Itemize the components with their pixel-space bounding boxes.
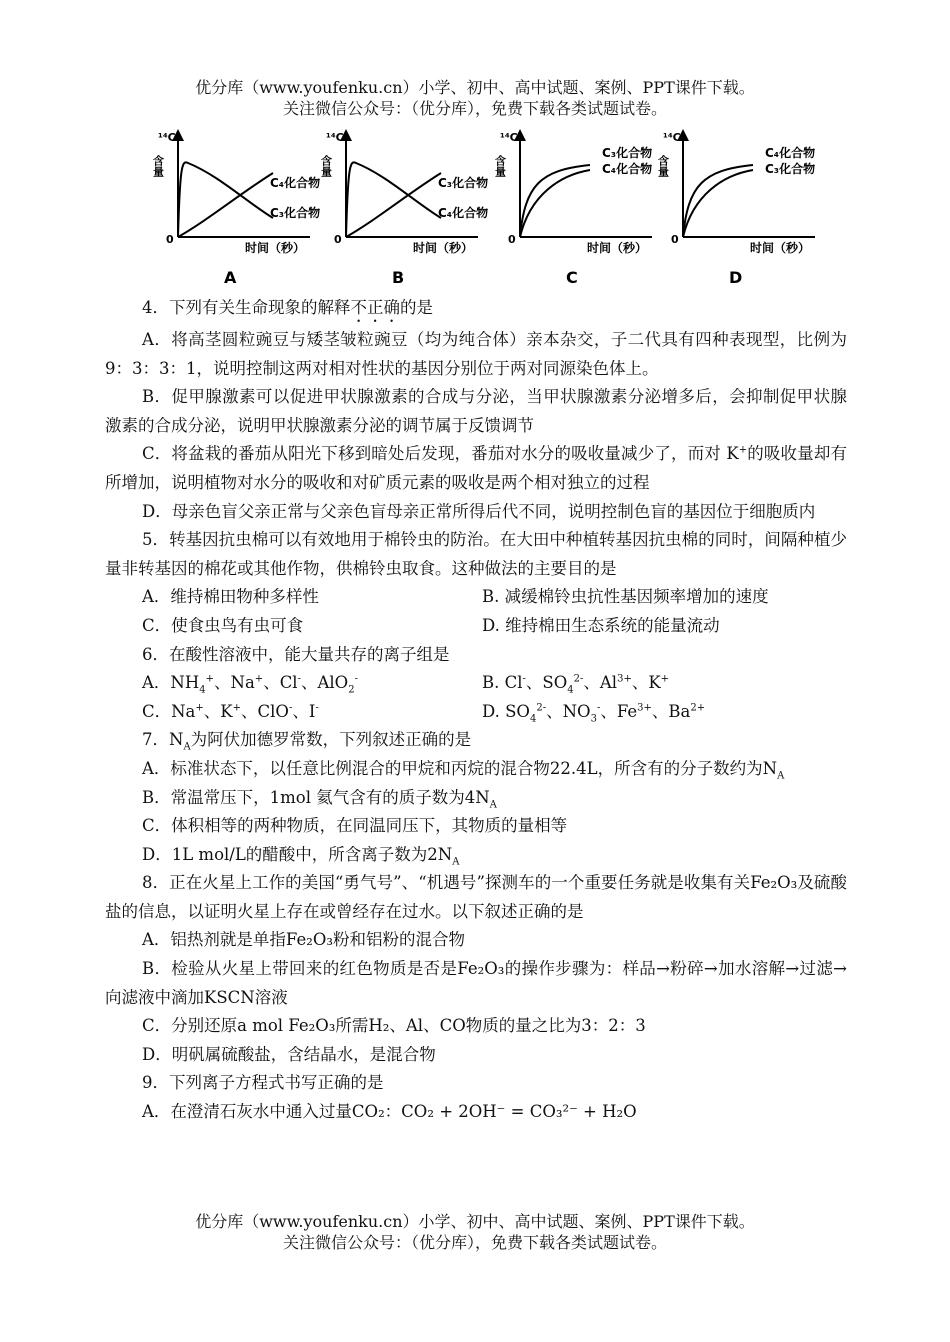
q8-option-c: C．分别还原a mol Fe₂O₃所需H₂、Al、CO物质的量之比为3：2：3: [142, 1016, 646, 1036]
x-axis-label: 时间（秒）: [587, 241, 648, 255]
origin-label: 0: [508, 233, 516, 246]
q4-option-d: D．母亲色盲父亲正常与父亲色盲母亲正常所得后代不同，说明控制色盲的基因位于细胞质内: [142, 501, 816, 521]
q9-option-a: A．在澄清石灰水中通入过量CO₂：CO₂ + 2OH⁻ = CO₃²⁻ + H₂O: [142, 1102, 637, 1122]
origin-label: 0: [671, 233, 679, 246]
q4-option-a: A．将高茎圆粒豌豆与矮茎皱粒豌豆（均为纯合体）亲本杂交，子二代具有四种表现型，比例为9：3：3：1，说明控制这两对相对性状的基因分别位于两对同源染色体上。: [105, 330, 847, 378]
x-axis-label: 时间（秒）: [413, 241, 474, 255]
series-label: C₄化合物: [270, 176, 321, 190]
x-axis-label: 时间（秒）: [750, 241, 811, 255]
y-axis-label: ¹⁴C: [500, 131, 518, 144]
q7-option-c: C．体积相等的两种物质，在同温同压下，其物质的量相等: [142, 816, 568, 836]
y-axis-label-2: 含量: [151, 155, 165, 177]
series-line: [683, 170, 753, 237]
origin-label: 0: [166, 233, 174, 246]
q6-options-row-1: [105, 669, 847, 698]
series-label: C₄化合物: [438, 206, 489, 220]
series-label: C₃化合物: [270, 206, 321, 220]
series-line: [346, 162, 441, 237]
footer-line-1: 优分库（www.youfenku.cn）小学、初中、高中试题、案例、PPT课件下载。: [195, 1212, 755, 1231]
q6-option-b: B. Cl-、$SO_4^{2-}$、$Al^{3+}$、K+: [482, 673, 670, 696]
header-line-1: 优分库（www.youfenku.cn）小学、初中、高中试题、案例、PPT课件下载。: [195, 78, 755, 97]
q8-option-a: A．铝热剂就是单指Fe₂O₃粉和铝粉的混合物: [142, 930, 465, 950]
chart-panel-A: [152, 131, 321, 287]
questions: [105, 294, 847, 1127]
q5-option-c: C．使食虫鸟有虫可食: [142, 615, 304, 635]
q6-option-c: C．Na+、K+、ClO-、I-: [142, 701, 319, 721]
series-line: [520, 170, 590, 237]
panel-label: A: [224, 268, 237, 287]
series-line: [346, 173, 441, 237]
panel-label: B: [392, 268, 405, 287]
panel-label: C: [566, 268, 578, 287]
q7-option-b: B．常温常压下，1mol 氦气含有的质子数为$4N_A$: [142, 787, 497, 810]
y-axis-label: ¹⁴C: [326, 131, 344, 144]
y-axis-label-2: 含量: [493, 155, 507, 177]
page-header: [0, 77, 950, 119]
q6-options-row-2: [105, 698, 847, 727]
series-line: [178, 173, 273, 237]
q7-stem: 7．$N_A$为阿伏加德罗常数，下列叙述正确的是: [142, 730, 472, 753]
q9-stem: 9．下列离子方程式书写正确的是: [142, 1073, 384, 1093]
q5-option-a: A．维持棉田物种多样性: [142, 587, 319, 607]
y-axis-label-2: 含量: [319, 155, 333, 177]
q4-stem: 4．下列有关生命现象的解释不正确的是: [142, 298, 433, 317]
chart-panel-B: [320, 131, 489, 287]
x-axis-label: 时间（秒）: [245, 241, 306, 255]
chart-panel-C: [494, 131, 653, 287]
series-label: C₃化合物: [438, 176, 489, 190]
y-axis-label: ¹⁴C: [663, 131, 681, 144]
q4-emphasis: 不正确: [350, 298, 400, 317]
footer-line-2: 关注微信公众号：（优分库），免费下载各类试题试卷。: [282, 1233, 667, 1252]
series-label: C₃化合物: [765, 162, 816, 176]
q8-option-d: D．明矾属硫酸盐，含结晶水，是混合物: [142, 1044, 436, 1064]
origin-label: 0: [334, 233, 342, 246]
series-label: C₄化合物: [765, 146, 816, 160]
chart-panel-D: [657, 131, 816, 287]
q5-stem: 5．转基因抗虫棉可以有效地用于棉铃虫的防治。在大田中种植转基因抗虫棉的同时，间隔种植少量非转基因的棉花或其他作物，供棉铃虫取食。这种做法的主要目的是: [105, 530, 847, 578]
q6-option-d: D. $SO_4^{2-}$、$NO_3^-$、$Fe^{3+}$、$Ba^{2+}$: [482, 701, 706, 725]
q4-option-c: C．将盆栽的番茄从阳光下移到暗处后发现，番茄对水分的吸收量减少了，而对 K+的吸收量却有所增加，说明植物对水分的吸收和对矿质元素的吸收是两个相对独立的过程: [105, 444, 847, 492]
q5-options-row-2: [105, 612, 847, 641]
y-axis-label-2: 含量: [656, 155, 670, 177]
q5-option-b: B. 减缓棉铃虫抗性基因频率增加的速度: [482, 587, 769, 607]
q7-option-d: D．1L mol/L的醋酸中，所含离子数为$2N_A$: [142, 844, 460, 867]
page-footer: [0, 1211, 950, 1253]
panel-label: D: [729, 268, 743, 287]
header-line-2: 关注微信公众号：（优分库），免费下载各类试题试卷。: [282, 99, 667, 118]
series-line: [520, 165, 590, 237]
series-label: C₃化合物: [602, 146, 653, 160]
q8-stem: 8．正在火星上工作的美国“勇气号”、“机遇号”探测车的一个重要任务就是收集有关Fe₂O₃及硫酸盐的信息，以证明火星上存在或曾经存在过水。以下叙述正确的是: [105, 873, 847, 921]
q5-option-d: D. 维持棉田生态系统的能量流动: [482, 615, 720, 635]
q7-option-a: A．标准状态下，以任意比例混合的甲烷和丙烷的混合物22.4L，所含有的分子数约为$N_A$: [142, 758, 785, 782]
q6-option-a: A．$NH_4^+$、Na+、Cl-、AlO$_2$-: [142, 673, 358, 696]
q6-stem: 6．在酸性溶液中，能大量共存的离子组是: [142, 644, 450, 664]
y-axis-label: ¹⁴C: [158, 131, 176, 144]
q8-option-b: B．检验从火星上带回来的红色物质是否是Fe₂O₃的操作步骤为：样品→粉碎→加水溶解→过滤→向滤液中滴加KSCN溶液: [105, 959, 847, 1007]
series-line: [683, 165, 753, 237]
q5-options-row-1: [105, 583, 847, 612]
series-label: C₄化合物: [602, 162, 653, 176]
c14-charts: [140, 125, 820, 290]
q4-option-b: B．促甲腺激素可以促进甲状腺激素的合成与分泌，当甲状腺激素分泌增多后，会抑制促甲状腺激素的合成分泌，说明甲状腺激素分泌的调节属于反馈调节: [105, 387, 847, 435]
series-line: [178, 162, 273, 237]
